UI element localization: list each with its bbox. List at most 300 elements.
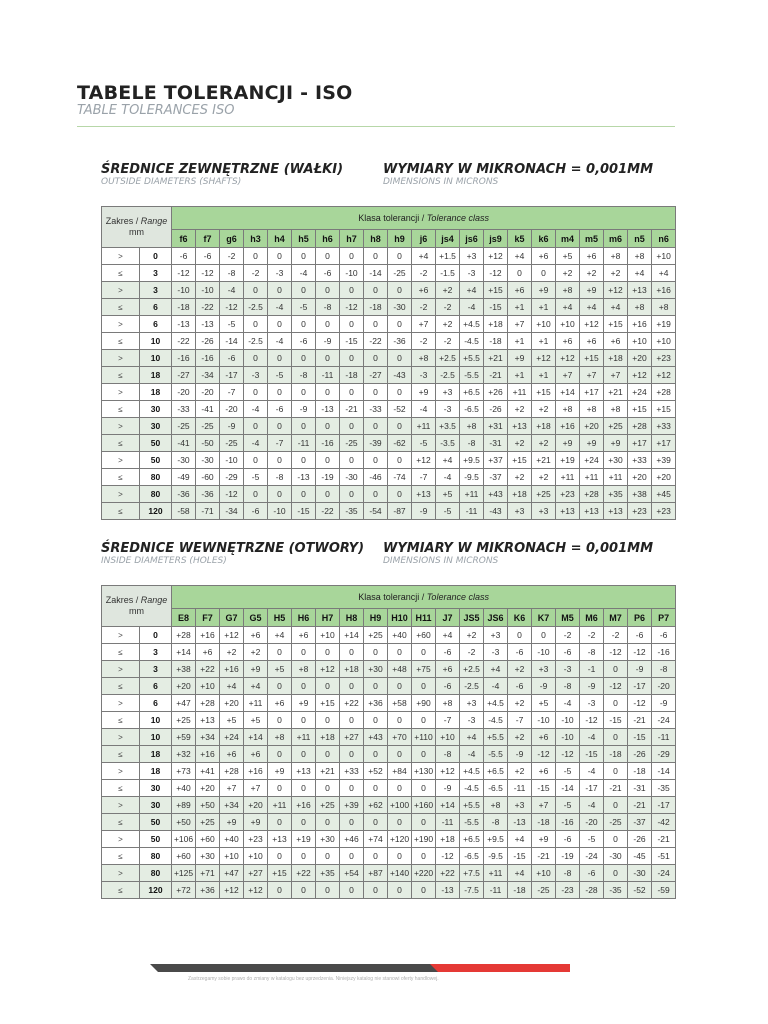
tolerance-value: 0	[268, 712, 292, 729]
tolerance-value: -2	[244, 265, 268, 282]
tolerance-value: 0	[340, 418, 364, 435]
column-header: js6	[460, 230, 484, 248]
shafts-tolerance-table	[101, 206, 676, 520]
tolerance-value: 0	[532, 627, 556, 644]
tolerance-value: -2	[580, 627, 604, 644]
tolerance-value: +10	[316, 627, 340, 644]
tolerance-value: +2	[556, 265, 580, 282]
tolerance-value: +2	[532, 435, 556, 452]
tolerance-value: -9.5	[484, 848, 508, 865]
column-header: G7	[220, 609, 244, 627]
tolerance-value: +4	[508, 248, 532, 265]
tolerance-value: -12	[532, 746, 556, 763]
tolerance-value: +25	[172, 712, 196, 729]
tolerance-value: +52	[364, 763, 388, 780]
tolerance-value: +6	[412, 282, 436, 299]
tolerance-value: +12	[580, 316, 604, 333]
tolerance-value: -10	[196, 282, 220, 299]
tolerance-value: +9.5	[460, 452, 484, 469]
holes-units-title: WYMIARY W MIKRONACH = 0,001MM	[383, 541, 654, 556]
tolerance-value: -10	[556, 729, 580, 746]
tolerance-value: -39	[364, 435, 388, 452]
tolerance-value: -9	[508, 746, 532, 763]
table-row	[102, 712, 676, 729]
column-header: M7	[604, 609, 628, 627]
tolerance-value: 0	[316, 780, 340, 797]
tolerance-value: +60	[412, 627, 436, 644]
range-symbol: ≤	[102, 678, 140, 695]
tolerance-value: -20	[580, 814, 604, 831]
tolerance-value: 0	[388, 644, 412, 661]
tolerance-value: 0	[364, 882, 388, 899]
tolerance-value: -8	[460, 435, 484, 452]
tolerance-value: 0	[604, 661, 628, 678]
tolerance-value: +7.5	[460, 865, 484, 882]
table-row	[102, 486, 676, 503]
column-header: H7	[316, 609, 340, 627]
tolerance-value: 0	[340, 350, 364, 367]
column-header: J7	[436, 609, 460, 627]
tolerance-value: -5	[292, 299, 316, 316]
range-symbol: ≤	[102, 644, 140, 661]
tolerance-value: 0	[340, 882, 364, 899]
tolerance-value: +4	[652, 265, 676, 282]
tolerance-value: +16	[292, 797, 316, 814]
tolerance-value: +47	[172, 695, 196, 712]
tolerance-value: +50	[196, 797, 220, 814]
range-symbol: >	[102, 418, 140, 435]
tolerance-value: +2	[508, 729, 532, 746]
tolerance-value: 0	[316, 452, 340, 469]
tolerance-value: -4	[412, 401, 436, 418]
tolerance-value: +3	[460, 695, 484, 712]
tolerance-value: 0	[364, 282, 388, 299]
tolerance-value: +21	[532, 452, 556, 469]
tolerance-value: -24	[652, 712, 676, 729]
tolerance-class-header	[172, 207, 676, 230]
tolerance-value: -17	[580, 780, 604, 797]
tolerance-value: 0	[412, 712, 436, 729]
tolerance-value: +71	[196, 865, 220, 882]
tolerance-value: 0	[268, 644, 292, 661]
tolerance-value: -62	[388, 435, 412, 452]
tolerance-value: 0	[292, 418, 316, 435]
tolerance-value: -27	[172, 367, 196, 384]
tolerance-value: -30	[340, 469, 364, 486]
tolerance-value: 0	[364, 384, 388, 401]
range-symbol: >	[102, 316, 140, 333]
tolerance-value: -6	[652, 627, 676, 644]
tolerance-value: +25	[604, 418, 628, 435]
tolerance-value: +11	[244, 695, 268, 712]
tolerance-value: -12	[436, 848, 460, 865]
tolerance-value: -5	[580, 831, 604, 848]
tolerance-value: 0	[340, 712, 364, 729]
range-label-pl: Zakres /	[105, 595, 141, 605]
tolerance-value: 0	[604, 831, 628, 848]
tolerance-value: +30	[604, 452, 628, 469]
tolerance-value: -1.5	[436, 265, 460, 282]
tolerance-value: +14	[436, 797, 460, 814]
tolerance-value: +22	[196, 661, 220, 678]
tolerance-value: +12	[532, 350, 556, 367]
tolerance-value: +35	[316, 865, 340, 882]
tolerance-value: -12	[604, 678, 628, 695]
tolerance-value: +28	[652, 384, 676, 401]
tolerance-value: -12	[172, 265, 196, 282]
range-limit: 6	[140, 316, 172, 333]
tolerance-value: +48	[388, 661, 412, 678]
tolerance-value: -16	[556, 814, 580, 831]
tolerance-value: +4	[412, 248, 436, 265]
tolerance-value: +16	[244, 763, 268, 780]
tolerance-value: +17	[628, 435, 652, 452]
tolerance-value: -6.5	[460, 848, 484, 865]
tolerance-value: +9	[268, 763, 292, 780]
tolerance-value: +4	[508, 831, 532, 848]
tolerance-value: +62	[364, 797, 388, 814]
holes-subtitle: INSIDE DIAMETERS (HOLES)	[101, 556, 227, 566]
table-row	[102, 452, 676, 469]
tolerance-value: +8	[412, 350, 436, 367]
tolerance-value: -10	[532, 712, 556, 729]
tolerance-value: -9	[652, 695, 676, 712]
tolerance-value: -16	[196, 350, 220, 367]
tolerance-value: +2	[604, 265, 628, 282]
range-header	[102, 586, 172, 627]
tolerance-value: +11	[604, 469, 628, 486]
range-limit: 80	[140, 469, 172, 486]
tolerance-value: +12	[484, 248, 508, 265]
table-row	[102, 780, 676, 797]
range-symbol: ≤	[102, 780, 140, 797]
tolerance-value: +8	[652, 299, 676, 316]
tolerance-value: -15	[604, 712, 628, 729]
column-header: js9	[484, 230, 508, 248]
tolerance-value: +21	[604, 384, 628, 401]
tolerance-value: -16	[316, 435, 340, 452]
tolerance-value: 0	[364, 712, 388, 729]
tolerance-value: -2	[604, 627, 628, 644]
tolerance-value: -9	[412, 503, 436, 520]
tolerance-value: +11	[460, 486, 484, 503]
tolerance-value: +58	[388, 695, 412, 712]
tolerance-value: -6	[244, 503, 268, 520]
tolerance-value: -4	[244, 435, 268, 452]
range-symbol: >	[102, 865, 140, 882]
tolerance-value: -3	[580, 695, 604, 712]
tolerance-value: +30	[196, 848, 220, 865]
range-symbol: >	[102, 282, 140, 299]
tolerance-value: 0	[292, 248, 316, 265]
tolerance-value: -12	[220, 299, 244, 316]
tolerance-value: -30	[388, 299, 412, 316]
range-limit: 50	[140, 452, 172, 469]
column-header: n5	[628, 230, 652, 248]
tolerance-value: 0	[388, 746, 412, 763]
tolerance-value: 0	[244, 418, 268, 435]
range-limit: 18	[140, 384, 172, 401]
tolerance-value: 0	[604, 695, 628, 712]
column-header: M6	[580, 609, 604, 627]
tolerance-value: +34	[196, 729, 220, 746]
tolerance-value: +46	[340, 831, 364, 848]
tolerance-value: -6	[508, 678, 532, 695]
range-symbol: >	[102, 350, 140, 367]
tolerance-value: +40	[172, 780, 196, 797]
column-header: m5	[580, 230, 604, 248]
tolerance-value: -30	[628, 865, 652, 882]
tolerance-value: +18	[484, 316, 508, 333]
tolerance-value: -41	[196, 401, 220, 418]
tolerance-value: -7	[268, 435, 292, 452]
tolerance-value: +9	[508, 350, 532, 367]
tolerance-value: +12	[436, 763, 460, 780]
tolerance-value: +3	[532, 661, 556, 678]
tolerance-value: -28	[580, 882, 604, 899]
tolerance-value: -18	[172, 299, 196, 316]
column-header: f7	[196, 230, 220, 248]
range-limit: 3	[140, 644, 172, 661]
tolerance-value: +13	[556, 503, 580, 520]
tolerance-value: -51	[652, 848, 676, 865]
tolerance-value: +10	[244, 848, 268, 865]
tolerance-value: +106	[172, 831, 196, 848]
range-limit: 10	[140, 712, 172, 729]
tolerance-value: +15	[604, 316, 628, 333]
tolerance-value: -22	[316, 503, 340, 520]
title-divider	[77, 126, 675, 127]
tolerance-value: +39	[652, 452, 676, 469]
tolerance-value: -21	[628, 712, 652, 729]
tolerance-value: 0	[244, 316, 268, 333]
tolerance-value: +3	[532, 503, 556, 520]
tolerance-value: -2	[460, 644, 484, 661]
tolerance-value: +4	[556, 299, 580, 316]
tolerance-value: -33	[172, 401, 196, 418]
tolerance-value: +6	[508, 282, 532, 299]
tolerance-value: -25	[388, 265, 412, 282]
tolerance-value: 0	[316, 350, 340, 367]
tolerance-value: -25	[532, 882, 556, 899]
range-symbol: >	[102, 248, 140, 265]
table-row	[102, 282, 676, 299]
tolerance-value: +16	[628, 316, 652, 333]
tolerance-value: +9	[532, 831, 556, 848]
tolerance-value: +4	[484, 661, 508, 678]
tolerance-value: -60	[196, 469, 220, 486]
tolerance-value: +54	[340, 865, 364, 882]
tolerance-value: +9	[604, 435, 628, 452]
tolerance-value: +18	[340, 661, 364, 678]
tolerance-value: +8	[604, 248, 628, 265]
holes-tolerance-table	[101, 585, 676, 899]
column-header: P7	[652, 609, 676, 627]
tolerance-value: 0	[604, 797, 628, 814]
tolerance-value: 0	[292, 848, 316, 865]
tolerance-value: 0	[388, 248, 412, 265]
tolerance-value: +6	[556, 333, 580, 350]
tolerance-value: +23	[556, 486, 580, 503]
tolerance-value: -43	[484, 503, 508, 520]
tolerance-value: +14	[340, 627, 364, 644]
tolerance-value: -15	[628, 729, 652, 746]
class-label-pl: Klasa tolerancji /	[358, 213, 427, 223]
tolerance-class-header	[172, 586, 676, 609]
tolerance-value: +8	[436, 695, 460, 712]
tolerance-value: 0	[604, 865, 628, 882]
tolerance-value: -21	[484, 367, 508, 384]
tolerance-value: -30	[196, 452, 220, 469]
range-limit: 80	[140, 865, 172, 882]
range-symbol: >	[102, 627, 140, 644]
tolerance-value: -46	[364, 469, 388, 486]
range-unit: mm	[129, 606, 144, 616]
tolerance-value: -13	[196, 316, 220, 333]
tolerance-value: +89	[172, 797, 196, 814]
column-header: G5	[244, 609, 268, 627]
tolerance-value: +20	[244, 797, 268, 814]
tolerance-value: +2	[508, 661, 532, 678]
tolerance-value: +8	[580, 401, 604, 418]
tolerance-value: +11	[556, 469, 580, 486]
tolerance-value: -9	[532, 678, 556, 695]
tolerance-value: 0	[292, 316, 316, 333]
tolerance-value: +4	[460, 729, 484, 746]
tolerance-value: +13	[268, 831, 292, 848]
range-symbol: >	[102, 763, 140, 780]
range-symbol: >	[102, 661, 140, 678]
tolerance-value: -16	[172, 350, 196, 367]
tolerance-value: 0	[316, 678, 340, 695]
tolerance-value: -25	[340, 435, 364, 452]
tolerance-value: +4	[436, 627, 460, 644]
tolerance-value: 0	[244, 384, 268, 401]
tolerance-value: -87	[388, 503, 412, 520]
tolerance-value: -6	[580, 865, 604, 882]
tolerance-value: -10	[268, 503, 292, 520]
tolerance-value: 0	[532, 265, 556, 282]
tolerance-value: +70	[388, 729, 412, 746]
tolerance-value: -11	[316, 367, 340, 384]
range-limit: 120	[140, 503, 172, 520]
tolerance-value: -50	[196, 435, 220, 452]
tolerance-value: +10	[652, 333, 676, 350]
tolerance-value: +7	[412, 316, 436, 333]
tolerance-value: -20	[220, 401, 244, 418]
tolerance-value: +19	[556, 452, 580, 469]
tolerance-value: +47	[220, 865, 244, 882]
tolerance-value: 0	[316, 418, 340, 435]
table-row	[102, 435, 676, 452]
table-row	[102, 350, 676, 367]
column-header: h7	[340, 230, 364, 248]
tolerance-value: +9	[556, 435, 580, 452]
tolerance-value: 0	[316, 712, 340, 729]
tolerance-value: -12	[196, 265, 220, 282]
tolerance-value: -37	[484, 469, 508, 486]
shafts-units-title: WYMIARY W MIKRONACH = 0,001MM	[383, 162, 654, 177]
tolerance-value: -15	[484, 299, 508, 316]
table-row	[102, 384, 676, 401]
tolerance-value: 0	[340, 814, 364, 831]
range-unit: mm	[129, 227, 144, 237]
tolerance-value: 0	[268, 746, 292, 763]
tolerance-value: 0	[292, 712, 316, 729]
tolerance-value: +120	[388, 831, 412, 848]
tolerance-value: 0	[364, 780, 388, 797]
tolerance-value: +8	[628, 299, 652, 316]
tolerance-value: +18	[436, 831, 460, 848]
tolerance-value: 0	[292, 746, 316, 763]
range-symbol: >	[102, 384, 140, 401]
tolerance-value: 0	[316, 282, 340, 299]
range-limit: 18	[140, 763, 172, 780]
tolerance-value: +7	[556, 367, 580, 384]
tolerance-value: +8	[604, 401, 628, 418]
tolerance-value: +27	[340, 729, 364, 746]
tolerance-value: -25	[196, 418, 220, 435]
range-limit: 10	[140, 333, 172, 350]
tolerance-value: -16	[652, 644, 676, 661]
tolerance-value: +12	[556, 350, 580, 367]
tolerance-value: 0	[268, 452, 292, 469]
tolerance-value: -6	[628, 627, 652, 644]
tolerance-value: -21	[652, 831, 676, 848]
tolerance-value: -3	[556, 661, 580, 678]
tolerance-value: 0	[340, 848, 364, 865]
tolerance-value: +11	[508, 384, 532, 401]
tolerance-value: +6	[436, 661, 460, 678]
tolerance-value: +7	[244, 780, 268, 797]
tolerance-value: 0	[388, 882, 412, 899]
tolerance-value: +9	[220, 814, 244, 831]
tolerance-value: -4	[460, 746, 484, 763]
tolerance-value: -5	[412, 435, 436, 452]
range-symbol: ≤	[102, 367, 140, 384]
shafts-subtitle: OUTSIDE DIAMETERS (SHAFTS)	[101, 177, 242, 187]
tolerance-value: -3	[436, 401, 460, 418]
tolerance-value: -4	[268, 333, 292, 350]
tolerance-value: -34	[196, 367, 220, 384]
tolerance-value: 0	[244, 248, 268, 265]
column-header: h9	[388, 230, 412, 248]
table-row	[102, 661, 676, 678]
tolerance-value: -14	[652, 763, 676, 780]
tolerance-value: +5.5	[460, 797, 484, 814]
tolerance-value: +25	[196, 814, 220, 831]
tolerance-value: -20	[172, 384, 196, 401]
tolerance-value: -11	[292, 435, 316, 452]
tolerance-value: +33	[340, 763, 364, 780]
table-row	[102, 763, 676, 780]
tolerance-value: 0	[340, 746, 364, 763]
tolerance-value: -19	[556, 848, 580, 865]
tolerance-value: -35	[652, 780, 676, 797]
tolerance-value: 0	[364, 848, 388, 865]
tolerance-value: -15	[508, 848, 532, 865]
tolerance-value: +10	[532, 316, 556, 333]
range-label-en: Range	[140, 595, 168, 605]
tolerance-value: +2	[460, 627, 484, 644]
shafts-section	[101, 162, 675, 520]
tolerance-value: -13	[172, 316, 196, 333]
tolerance-value: -2	[220, 248, 244, 265]
column-header: js4	[436, 230, 460, 248]
tolerance-value: -58	[172, 503, 196, 520]
tolerance-value: -9	[436, 780, 460, 797]
tolerance-value: -42	[652, 814, 676, 831]
